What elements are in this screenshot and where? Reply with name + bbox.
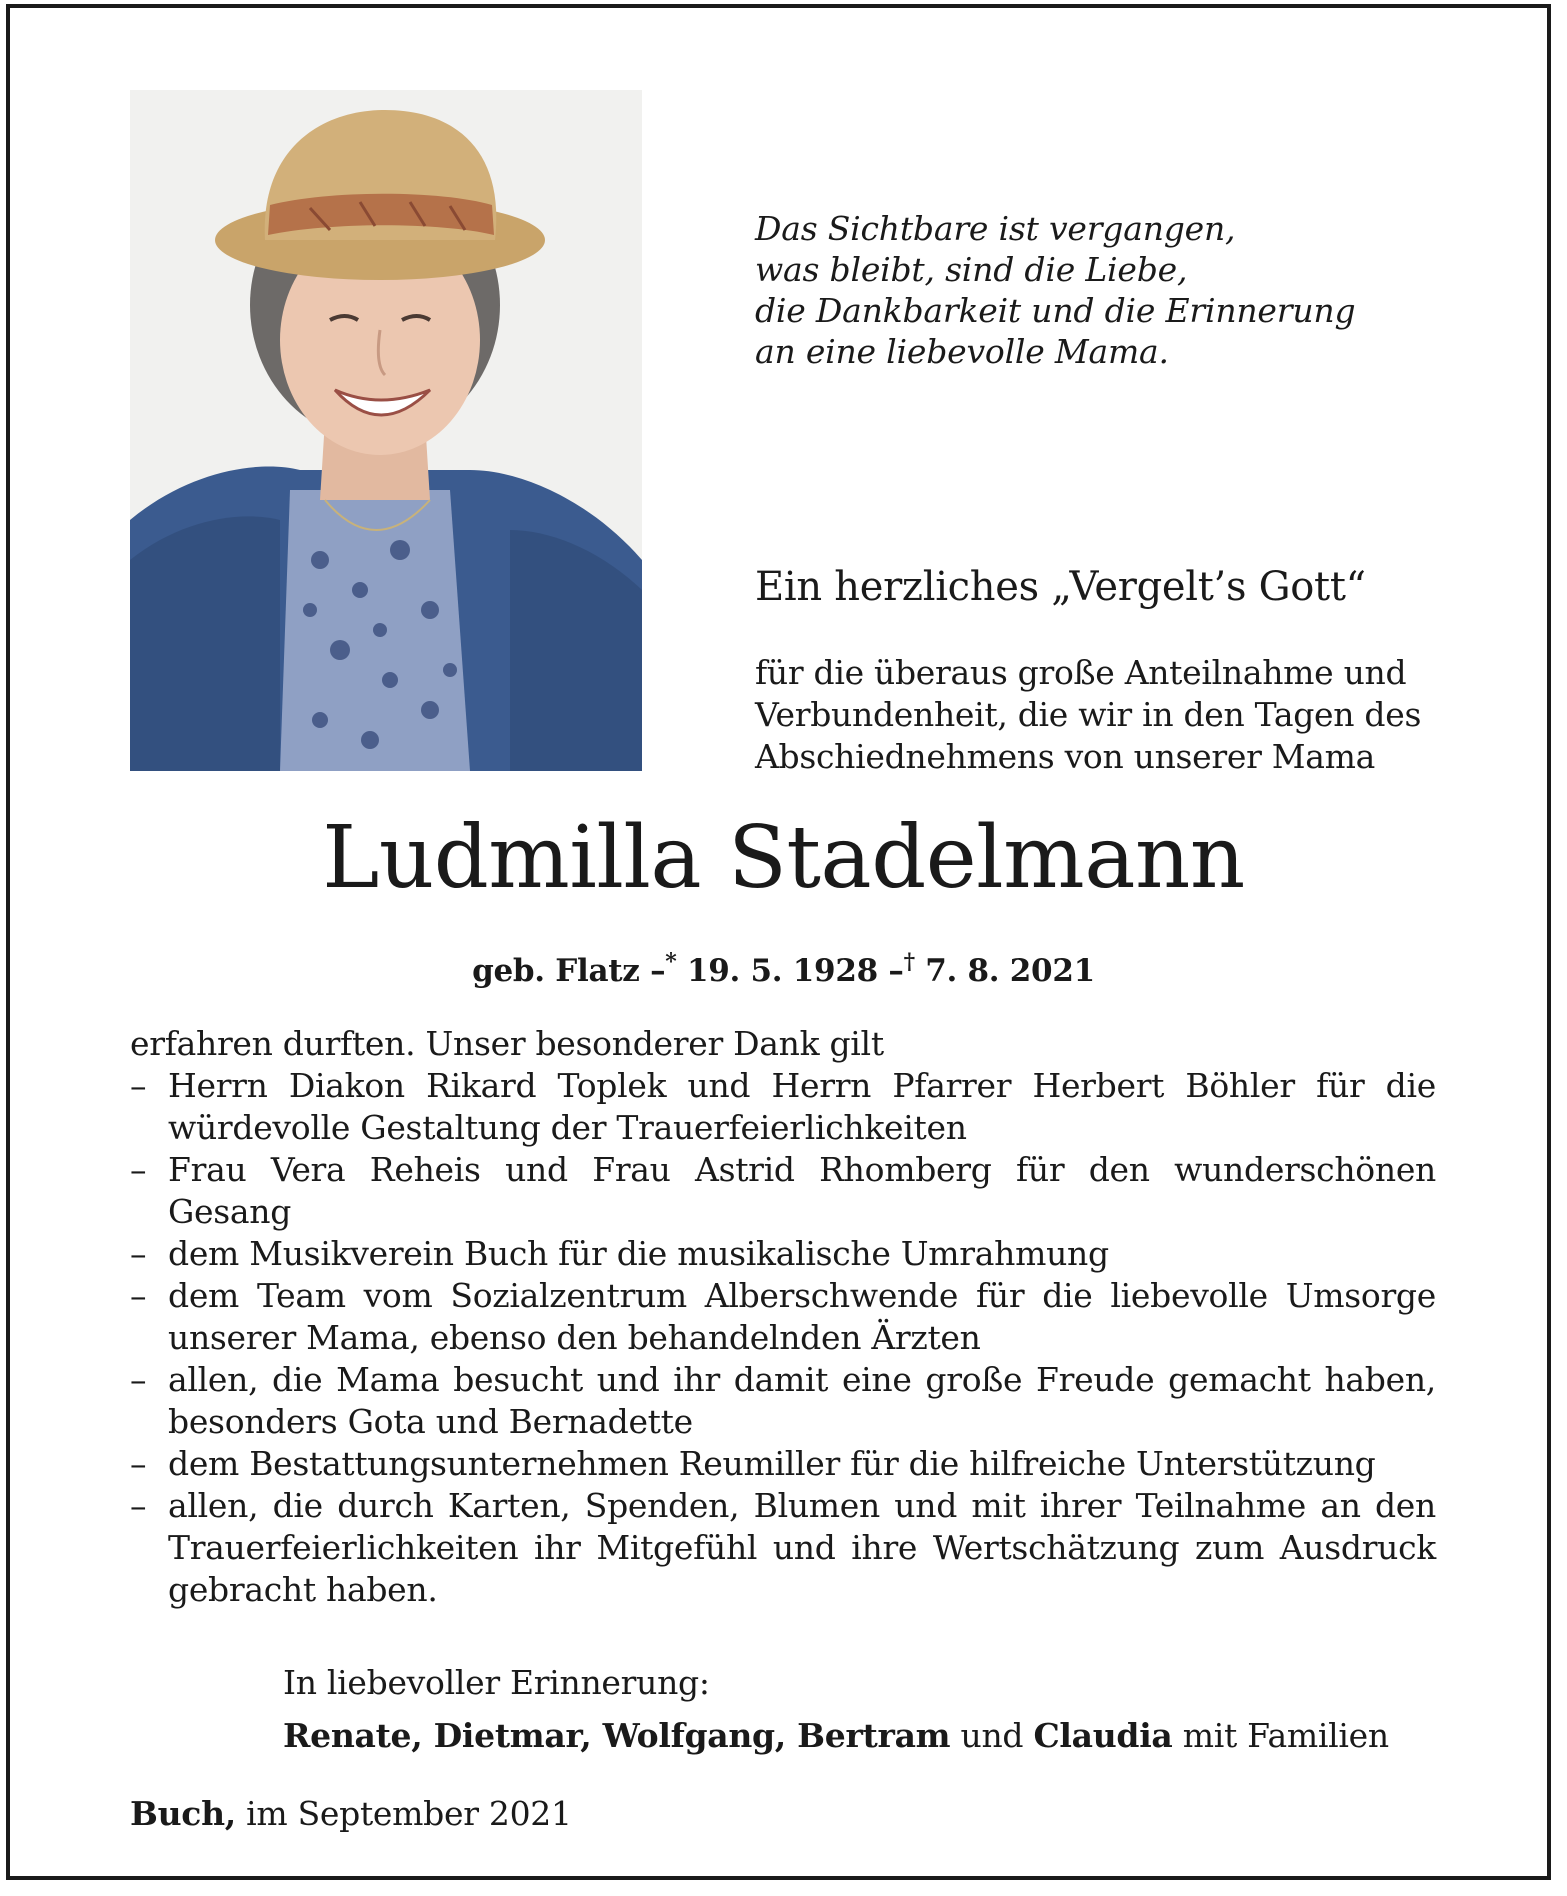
birth-date: 19. 5. 1928 [687, 953, 878, 989]
family-signature [283, 1714, 1389, 1758]
deceased-name: Ludmilla Stadelmann [322, 808, 1245, 908]
quote-line: an eine liebevolle Mama. [755, 332, 1169, 371]
family-name-last: Claudia [1033, 1716, 1173, 1755]
date-separator: – [888, 953, 904, 989]
thanks-intro-line: Verbundenheit, die wir in den Tagen des [755, 695, 1422, 734]
thanks-intro-line: für die überaus große Anteilnahme und [755, 653, 1407, 692]
list-item: – allen, die durch Karten, Spenden, Blumen und mit ihrer Teilnahme an den Trauerfeierlichkeiten ihr Mitgefühl und ihre Wertschätzung zum Ausdruck gebracht haben. [130, 1485, 1436, 1611]
list-item: – dem Bestattungsunternehmen Reumiller für die hilfreiche Unterstützung [130, 1443, 1436, 1485]
place-date [130, 1792, 572, 1836]
place-town: Buch, [130, 1794, 236, 1833]
place-date-text: im September 2021 [246, 1794, 572, 1833]
quote-line: die Dankbarkeit und die Erinnerung [755, 291, 1356, 330]
memorial-quote [755, 208, 1355, 372]
list-item: – Herrn Diakon Rikard Toplek und Herrn Pfarrer Herbert Böhler für die würdevolle Gestaltung der Trauerfeierlichkeiten [130, 1065, 1436, 1149]
quote-line: Das Sichtbare ist vergangen, [755, 209, 1236, 248]
list-item: – Frau Vera Reheis und Frau Astrid Rhomberg für den wunderschönen Gesang [130, 1149, 1436, 1233]
maiden-name: geb. Flatz [472, 953, 640, 989]
thanks-heading: Ein herzliches „Vergelt’s Gott“ [755, 564, 1366, 610]
date-separator: – [650, 953, 666, 989]
family-conjunction: und [960, 1716, 1024, 1755]
life-dates [0, 940, 1567, 993]
list-item: – dem Team vom Sozialzentrum Alberschwende für die liebevolle Umsorge unserer Mama, ebenso den behandelnden Ärzten [130, 1275, 1436, 1359]
quote-line: was bleibt, sind die Liebe, [755, 250, 1188, 289]
death-date: 7. 8. 2021 [925, 953, 1095, 989]
list-item: – dem Musikverein Buch für die musikalische Umrahmung [130, 1233, 1436, 1275]
list-item: – allen, die Mama besucht und ihr damit eine große Freude gemacht haben, besonders Gota und Bernadette [130, 1359, 1436, 1443]
death-symbol: † [903, 949, 915, 975]
portrait-photo [130, 90, 642, 771]
family-suffix: mit Familien [1182, 1716, 1389, 1755]
thanks-intro [755, 652, 1421, 778]
remembrance-line: In liebevoller Erinnerung: [283, 1663, 710, 1702]
thanks-intro-line: Abschiednehmens von unserer Mama [755, 737, 1375, 776]
family-names: Renate, Dietmar, Wolfgang, Bertram [283, 1716, 951, 1755]
birth-symbol: * [665, 949, 677, 975]
thanks-list [130, 1065, 1436, 1611]
body-lead: erfahren durften. Unser besonderer Dank gilt [130, 1024, 884, 1063]
acknowledgement-body [130, 1023, 1436, 1611]
